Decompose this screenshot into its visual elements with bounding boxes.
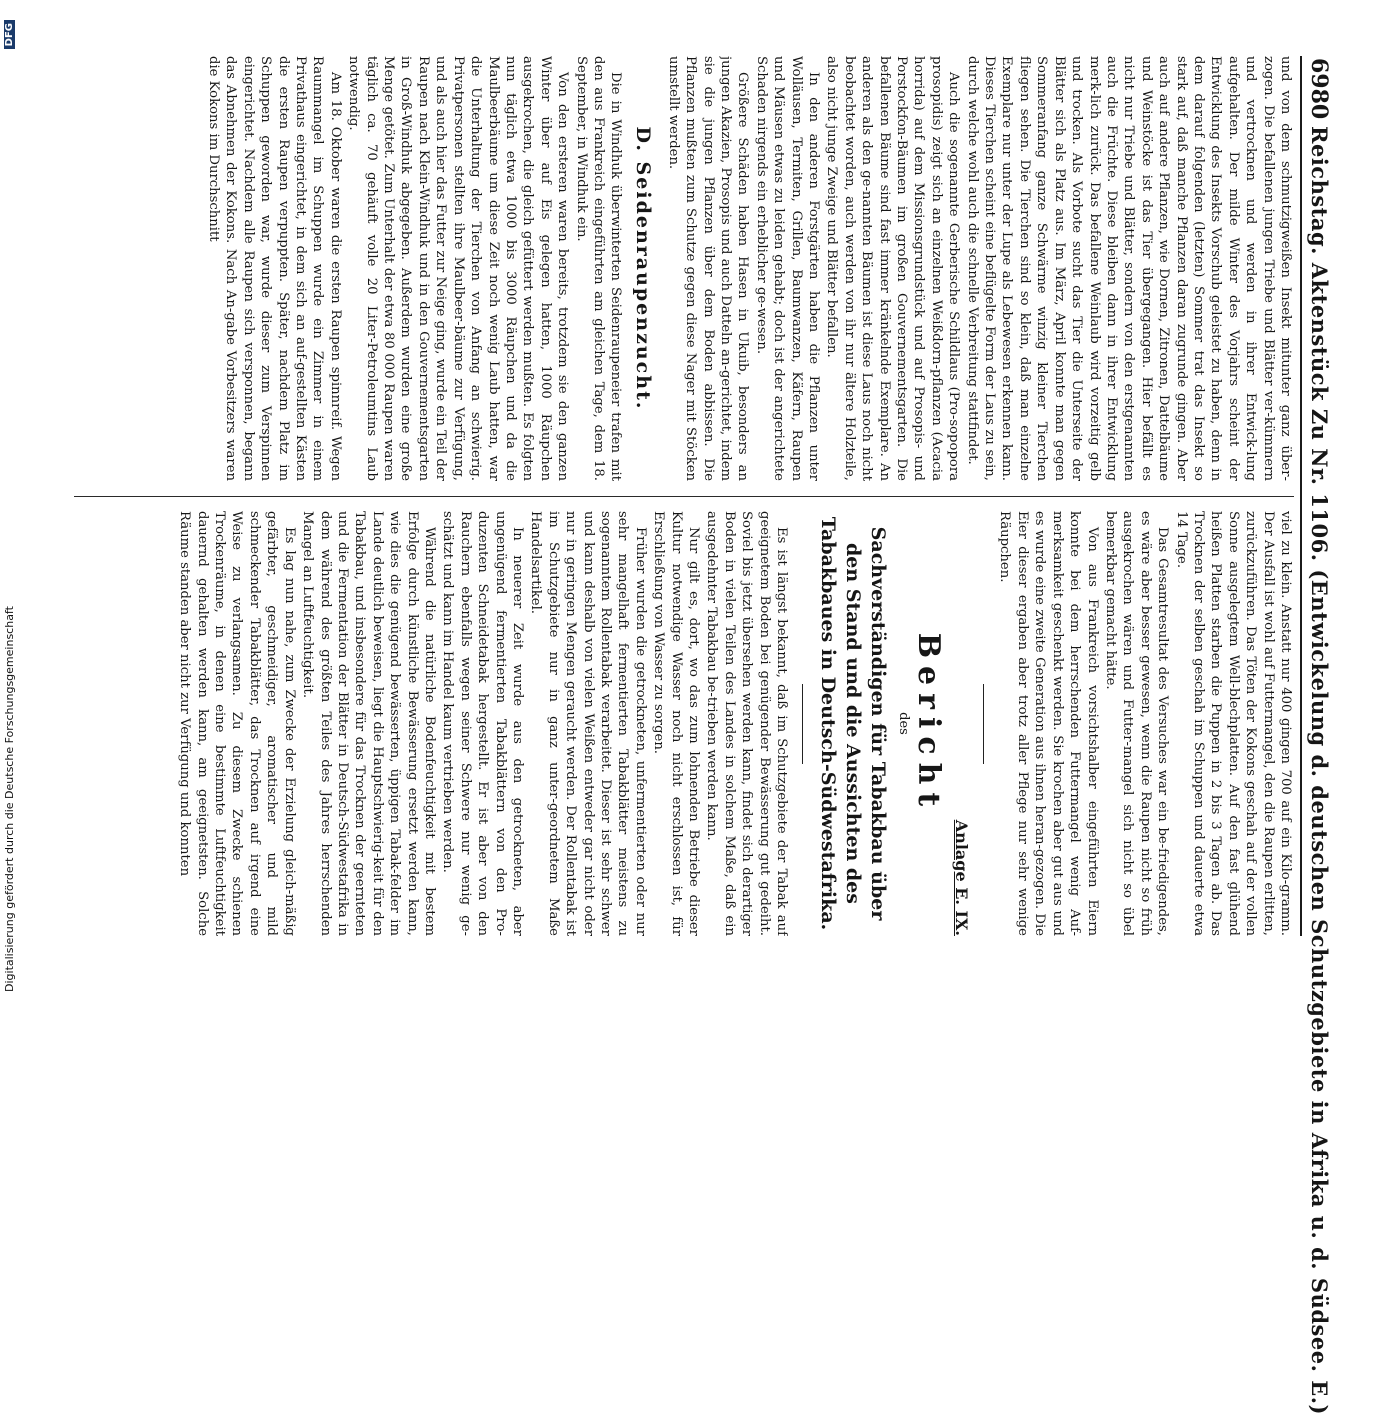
paragraph: Am 18. Oktober waren die ersten Raupen spinnreif. Wegen Raummangel im Schuppen wurde ein Zimmer in einem Privathaus eingerichtet, in dem sich an auf-gestellten Kästen die ersten Raupen verpuppten. Später, nachdem Platz im Schuppen geworden war, wurde dieser zum Verspinnen eingerichtet. Nachdem alle Raupen sich versponnen, begann das Abnehmen der Kokons. Nach An-gabe Vorbesitzers waren die Kokons im Durchschnitt	[206, 56, 343, 481]
paragraph: Von aus Frankreich vorsichtshalber eingeführten Eiern konnte bei dem herrschenden Futtermangel wenig Auf-merksamkeit geschenkt werden. Sie krochen aber gut aus und es wurde eine zweite Generation aus ihnen heran-gezogen. Die Eier dieser ergaben aber trotz aller Pflege nur sehr wenige Räupchen.	[997, 511, 1100, 936]
paragraph: Größere Schäden haben Hasen in Ukuib, besonders an jungen Akazien, Prosopis und auch Datteln an-gerichtet, indem sie die jungen Pflanzen über dem Boden abbissen. Die Pflanzen mußten zum Schutze gegen diese Nager mit Stöcken umstellt werden.	[665, 56, 751, 481]
paragraph: Die in Windhuk überwinterten Seidenraupeneier trafen mit den aus Frankreich eingeführten am gleichen Tage, dem 18. September, in Windhuk ein.	[573, 56, 624, 481]
right-column	[69, 511, 1294, 936]
paragraph: und von dem schmutzigweißen Insekt mitunter ganz über-zogen. Die befallenen jungen Triebe und Blätter ver-kümmern und vertrocknen und werden in ihrer Entwick-lung aufgehalten. Der milde Winter des Vorjahrs scheint der Entwicklung des Insekts Vorschub geleistet zu haben, denn in dem darauf folgenden (letzten) Sommer trat das Insekt so stark auf, daß manche Pflanzen daran zugrunde gingen. Aber auch auf andere Pflanzen, wie Dornen, Zitronen, Dattelbäume und Weinstöcke ist das Tier übergegangen. Hier befällt es nicht nur Triebe und Blätter, sondern von den erstgenannten auch die Früchte. Diese bleiben dann in ihrer Entwicklung merk-lich zurück. Das befallene Weinlaub wird vorzeitig gelb und trocken. Als Vorbote sucht das Tier die Unterseite der Blätter sich als Platz aus. Im März, April konnte man gegen Sommeranfang ganze Schwärme winzig kleiner Tierchen fliegen sehen. Die Tierchen sind so klein, daß man einzelne Exemplare nur unter der Lupe als Lebewesen erkennen kann. Dieses Tierchen scheint eine beflügelte Form der Laus zu sein, durch welche wohl auch die schnelle Verbreitung stattfindet.	[964, 56, 1293, 481]
paragraph: Es ist längst bekannt, daß im Schutzgebiete der Tabak auf geeignetem Boden bei genügender Bewässerung gut gedeiht. Soviel bis jetzt übersehen werden kann, findet sich derartiger Boden in vielen Teilen des Landes in solchem Maße, daß ein ausgedehnter Tabakbau be-trieben werden kann.	[704, 511, 790, 936]
report-title: Sachverständigen für Tabakbau über den Stand und die Aussichten des Tabakbaues in Deutsch-Südwestafrika.	[817, 516, 890, 931]
separator-line	[983, 684, 984, 764]
paragraph: Es lag nun nahe, zum Zwecke der Erzielung gleich-mäßig gefärbter, geschmeidiger, aromatischer und mild schmeckender Tabakblätter, das Trocknen auf irgend eine Weise zu verlangsamen. Zu diesem Zwecke schienen Trockenräume, in denen eine bestimmte Luftfeuchtigkeit dauernd gehalten werden kann, am geeignetsten. Solche Räume standen aber nicht zur Verfügung und konnten	[177, 511, 297, 936]
paragraph: Während die natürliche Bodenfeuchtigkeit mit bestem Erfolge durch künstliche Bewässerung ersetzt werden kann, wie dies die genügend bewässerten, üppigen Tabak-felder im Lande deutlich beweisen, liegt die Hauptschwierig-keit für den Tabakbau, und insbesondere für das Trocknen der geernteten und die Fermentation der Blätter in Deutsch-Südwestafrika in dem während des größten Teiles des Jahres herrschenden Mangel an Luftfeuchtigkeit.	[300, 511, 437, 936]
paragraph: Das Gesamtresultat des Versuches war ein be-friedigendes, es wäre aber besser gewesen, wenn die Raupen nicht so früh ausgekrochen wären und Futter-mangel sich nicht so übel bemerkbar gemacht hätte.	[1102, 511, 1171, 936]
section-heading: D. Seidenraupenzucht.	[632, 126, 655, 411]
appendix-label: Anlage E. IX.	[952, 819, 972, 936]
separator-line	[802, 684, 803, 764]
page-header	[1300, 56, 1334, 1415]
report-heading-des: des	[896, 712, 912, 735]
column-divider	[74, 496, 1294, 497]
paragraph: In neuerer Zeit wurde aus den getrockneten, aber ungenügend fermentierten Tabakblättern von den Pro-duzenten Schneidetabak hergestellt. Er ist aber von den Rauchern ebenfalls wegen seiner Schwere nur wenig ge-schätzt und kann im Handel kaum vertrieben werden.	[440, 511, 525, 936]
paragraph: In den anderen Forstgärten haben die Pflanzen unter Wolläusen, Termiten, Grillen, Baumwanzen, Käfern, Raupen und Mäusen etwas zu leiden gehabt; doch ist der angerichtete Schaden nirgends ein erheblicher ge-wesen.	[753, 56, 822, 481]
page-number: 6980	[1306, 58, 1332, 120]
paragraph: Von den ersteren waren bereits, trotzdem sie den ganzen Winter über auf Eis gelegen hatten, 1000 Räupchen ausgekrochen, die gleich gefüttert werden mußten. Es folgten nun täglich etwa 1000 bis 3000 Räupchen und da die Maulbeerbäume um diese Zeit noch wenig Laub hatten, war die Unterhaltung der Tierchen von Anfang an schwierig. Privatpersonen stellten ihre Maulbeer-bäume zur Verfügung, und als auch hier das Futter zur Neige ging, wurde ein Teil der Raupen nach Klein-Windhuk und in den Gouvernementsgarten in Groß-Windhuk abgegeben. Außerdem wurden eine große Menge getötet. Zum Unterhalt der etwa 80 000 Raupen waren täglich ca. 70 gehäuft volle 20 Liter-Petroleumtins Laub notwendig.	[346, 56, 571, 481]
left-column	[69, 56, 1294, 481]
paragraph: Früher wurden die getrockneten, unfermentierten oder nur sehr mangelhaft fermentierten Tabakblätter meistens zu sogenanntem Rollentabak verarbeitet. Dieser ist sehr schwer und kann deshalb von vielen Weißen entweder gar nicht oder nur in geringen Mengen geraucht werden. Der Rollentabak ist im Schutzgebiete nur in ganz unter-geordnetem Maße Handelsartikel.	[528, 511, 648, 936]
digitization-footer	[0, 0, 18, 1000]
paragraph: Auch die sogenannte Gerberische Schildlaus (Pro-sopopora prosopidis) zeigt sich an einzelnen Weißdorn-pflanzen (Acacia horrida) auf dem Missionsgrundstück und auf Prosopis- und Porstockfon-Bäumen im großen Gouvernementsgarten. Die befallenen Bäume sind fast immer kränkelnde Exemplare. An anderen als den ge-nannten Bäumen ist diese Laus noch nicht beobachtet worden, auch werden von ihr nur ältere Holzteile, also nicht junge Zweige und Blätter befallen.	[824, 56, 962, 481]
report-heading: Bericht	[911, 632, 947, 815]
paragraph: viel zu klein. Anstatt nur 400 gingen 700 auf ein Kilo-gramm. Der Ausfall ist wohl auf Futtermangel, den die Raupen erlitten, zurückzuführen. Das Töten der Kokons geschah auf der vollen Sonne ausgelegtem Well-blechplatten. Auf den fast glühend heißen Platten starben die Puppen in 2 bis 3 Tagen ab. Das Trocknen der selben geschah im Schuppen und dauerte etwa 14 Tage.	[1173, 511, 1293, 936]
page-header-title: Reichstag. Aktenstück Zu Nr. 1106. (Entwickelung d. deutschen Schutzgebiete in Afrika u. d. Südsee. E.)	[1307, 126, 1332, 1415]
footer-text: Digitalisierung gefördert durch die Deutsche Forschungsgemeinschaft	[2, 606, 16, 992]
scanned-page	[64, 56, 1334, 1415]
dfg-logo: DFG	[4, 20, 15, 49]
paragraph: Nur gilt es, dort, wo das zum lohnenden Betriebe dieser Kultur notwendige Wasser noch nicht erschlossen ist, für Erschließung von Wasser zu sorgen.	[651, 511, 702, 936]
